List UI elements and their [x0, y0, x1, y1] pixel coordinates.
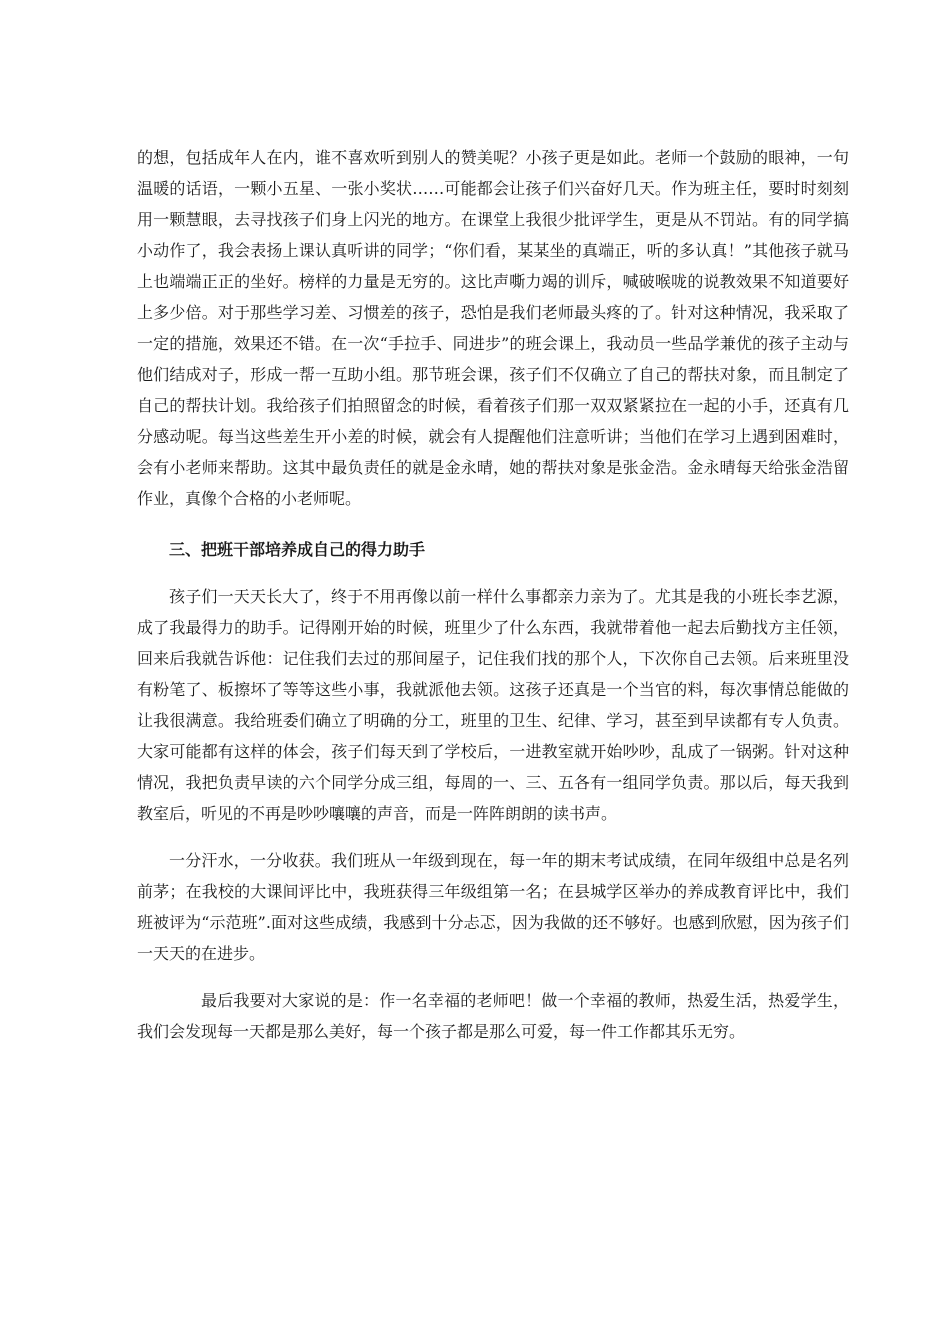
section-heading: 三、把班干部培养成自己的得力助手 — [169, 540, 426, 559]
document-body — [137, 142, 849, 1047]
paragraph-conclusion: 最后我要对大家说的是：作一名幸福的老师吧！做一个幸福的教师，热爱生活，热爱学生，我们会发现每一天都是那么美好，每一个孩子都是那么可爱，每一件工作都其乐无穷。 — [137, 991, 849, 1041]
paragraph-achievements: 一分汗水，一分收获。我们班从一年级到现在，每一年的期末考试成绩，在同年级组中总是名列前茅；在我校的大课间评比中，我班获得三年级组第一名；在县城学区举办的养成教育评比中，我们班被评为“示范班”.面对这些成绩，我感到十分忐忑，因为我做的还不够好。也感到欣慰，因为孩子们一天天的在进步。 — [137, 851, 849, 963]
paragraph-class-cadres: 孩子们一天天长大了，终于不用再像以前一样什么事都亲力亲为了。尤其是我的小班长李艺源，成了我最得力的助手。记得刚开始的时候，班里少了什么东西，我就带着他一起去后勤找方主任领，回来后我就告诉他：记住我们去过的那间屋子，记住我们找的那个人，下次你自己去领。后来班里没有粉笔了、板擦坏了等等这些小事，我就派他去领。这孩子还真是一个当官的料，每次事情总能做的让我很满意。我给班委们确立了明确的分工，班里的卫生、纪律、学习，甚至到早读都有专人负责。大家可能都有这样的体会，孩子们每天到了学校后，一进教室就开始吵吵，乱成了一锅粥。针对这种情况，我把负责早读的六个同学分成三组，每周的一、三、五各有一组同学负责。那以后，每天我到教室后，听见的不再是吵吵嚷嚷的声音，而是一阵阵朗朗的读书声。 — [137, 587, 849, 823]
paragraph-praise: 的想，包括成年人在内，谁不喜欢听到别人的赞美呢？小孩子更是如此。老师一个鼓励的眼神，一句温暖的话语，一颗小五星、一张小奖状……可能都会让孩子们兴奋好几天。作为班主任，要时时刻刻用一颗慧眼，去寻找孩子们身上闪光的地方。在课堂上我很少批评学生，更是从不罚站。有的同学搞小动作了，我会表扬上课认真听讲的同学；“你们看，某某坐的真端正，听的多认真！”其他孩子就马上也端端正正的坐好。榜样的力量是无穷的。这比声嘶力竭的训斥，喊破喉咙的说教效果不知道要好上多少倍。对于那些学习差、习惯差的孩子，恐怕是我们老师最头疼的了。针对这种情况，我采取了一定的措施，效果还不错。在一次“手拉手、同进步”的班会课上，我动员一些品学兼优的孩子主动与他们结成对子，形成一帮一互助小组。那节班会课，孩子们不仅确立了自己的帮扶对象，而且制定了自己的帮扶计划。我给孩子们拍照留念的时候，看着孩子们那一双双紧紧拉在一起的小手，还真有几分感动呢。每当这些差生开小差的时候，就会有人提醒他们注意听讲；当他们在学习上遇到困难时，会有小老师来帮助。这其中最负责任的就是金永晴，她的帮扶对象是张金浩。金永晴每天给张金浩留作业，真像个合格的小老师呢。 — [137, 148, 849, 508]
